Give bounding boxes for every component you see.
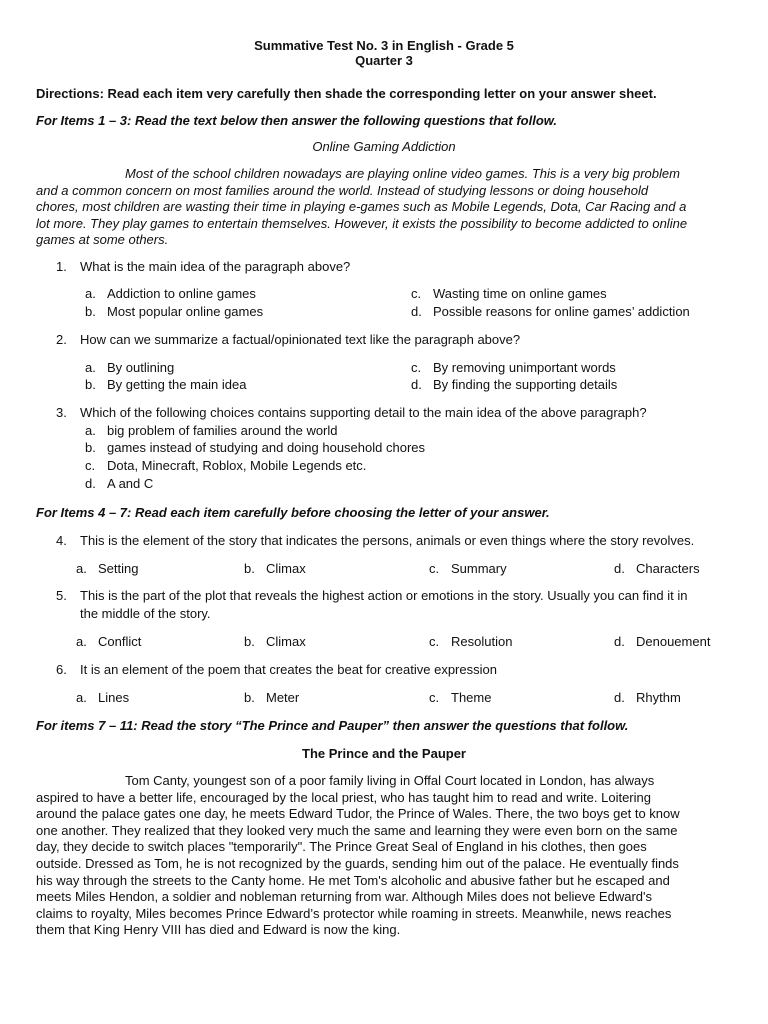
option-letter: b. bbox=[244, 561, 255, 576]
option-text: Addiction to online games bbox=[107, 286, 256, 301]
option-text: Summary bbox=[451, 561, 507, 576]
option-letter: b. bbox=[85, 440, 96, 455]
option-letter: d. bbox=[411, 304, 422, 319]
option-text: Characters bbox=[636, 561, 700, 576]
question-5 bbox=[56, 588, 687, 603]
story-line: his way through the streets to the Canty home. He met Tom's alcoholic and abusive father but he escaped and bbox=[36, 872, 670, 888]
story-line: day, they decide to switch places "temporarily". The Prince Great Seal of England in his clothes, then goes bbox=[36, 839, 647, 855]
question-number: 5. bbox=[56, 588, 67, 603]
q4-option-a[interactable] bbox=[76, 561, 138, 576]
story-text bbox=[36, 773, 736, 939]
option-letter: b. bbox=[244, 634, 255, 649]
quarter-label: Quarter 3 bbox=[355, 53, 413, 68]
option-letter: b. bbox=[244, 690, 255, 705]
option-letter: c. bbox=[85, 458, 96, 473]
question-text: This is the part of the plot that reveals the highest action or emotions in the story. Usually you can find it in bbox=[80, 588, 688, 603]
option-text: Dota, Minecraft, Roblox, Mobile Legends etc. bbox=[107, 458, 367, 473]
q6-option-d[interactable] bbox=[614, 690, 681, 705]
story-name: “The Prince and Pauper” bbox=[235, 718, 390, 733]
q1-option-a[interactable] bbox=[85, 286, 256, 301]
q2-option-a[interactable] bbox=[85, 360, 174, 375]
test-title: Summative Test No. 3 in English - Grade 5 bbox=[254, 38, 514, 53]
option-text: Denouement bbox=[636, 634, 711, 649]
option-letter: c. bbox=[429, 561, 440, 576]
q1-option-b[interactable] bbox=[85, 304, 263, 319]
story-line: them that King Henry VIII has died and Edward is now the king. bbox=[36, 922, 401, 938]
option-letter: a. bbox=[76, 561, 87, 576]
option-text: Rhythm bbox=[636, 690, 681, 705]
q6-option-b[interactable] bbox=[244, 690, 299, 705]
passage-line: chores, most children are wasting their time in playing e-games such as Mobile Legends, Dota, Car Racing and a bbox=[36, 199, 687, 215]
option-text: Climax bbox=[266, 561, 306, 576]
q3-option-d[interactable] bbox=[85, 476, 153, 491]
question-number: 1. bbox=[56, 259, 67, 274]
story-line: one another. They realized that they looked very much the same and learning they were even born on the same bbox=[36, 822, 678, 838]
q5-option-b[interactable] bbox=[244, 634, 306, 649]
directions: Directions: Read each item very carefully then shade the corresponding letter on your answer sheet. bbox=[36, 86, 657, 101]
passage-line: and a common concern on most families around the world. Instead of studying lessons or doing household bbox=[36, 182, 649, 198]
q3-option-b[interactable] bbox=[85, 440, 425, 455]
question-text: It is an element of the poem that creates the beat for creative expression bbox=[80, 662, 497, 677]
q3-option-c[interactable] bbox=[85, 458, 366, 473]
question-number: 4. bbox=[56, 533, 67, 548]
option-text: Possible reasons for online games’ addiction bbox=[433, 304, 690, 319]
option-letter: d. bbox=[411, 377, 422, 392]
question-6 bbox=[56, 662, 497, 677]
q2-option-c[interactable] bbox=[411, 360, 616, 375]
section1-instruction: For Items 1 – 3: Read the text below then answer the following questions that follow. bbox=[36, 113, 558, 128]
option-letter: c. bbox=[429, 690, 440, 705]
option-text: games instead of studying and doing household chores bbox=[107, 440, 425, 455]
story-line: meets Miles Hendon, a soldier and nobleman returning from war. Although Miles does not believe Edward's bbox=[36, 889, 652, 905]
question-number: 2. bbox=[56, 332, 67, 347]
q3-option-a[interactable] bbox=[85, 423, 338, 438]
option-letter: a. bbox=[76, 690, 87, 705]
question-text: How can we summarize a factual/opinionated text like the paragraph above? bbox=[80, 332, 521, 347]
option-letter: c. bbox=[429, 634, 440, 649]
question-text: This is the element of the story that indicates the persons, animals or even things where the story revolves. bbox=[80, 533, 695, 548]
option-text: By finding the supporting details bbox=[433, 377, 618, 392]
option-text: By getting the main idea bbox=[107, 377, 247, 392]
q4-option-b[interactable] bbox=[244, 561, 306, 576]
passage-line: lot more. They play games to entertain themselves. However, it exists the possibility to become addicted to online bbox=[36, 215, 688, 231]
q4-option-d[interactable] bbox=[614, 561, 700, 576]
option-letter: d. bbox=[614, 634, 625, 649]
q5-option-c[interactable] bbox=[429, 634, 512, 649]
option-text: Most popular online games bbox=[107, 304, 264, 319]
option-text: Conflict bbox=[98, 634, 142, 649]
option-text: Lines bbox=[98, 690, 130, 705]
instruction-text: then answer the questions that follow. bbox=[389, 718, 629, 733]
passage-line: games at some others. bbox=[36, 232, 169, 248]
option-text: Climax bbox=[266, 634, 306, 649]
option-letter: a. bbox=[76, 634, 87, 649]
question-number: 6. bbox=[56, 662, 67, 677]
option-letter: d. bbox=[614, 690, 625, 705]
question-text: What is the main idea of the paragraph above? bbox=[80, 259, 351, 274]
option-letter: c. bbox=[411, 286, 422, 301]
question-text: Which of the following choices contains supporting detail to the main idea of the above paragraph? bbox=[80, 405, 647, 420]
instruction-text: For items 7 – 11: Read the story bbox=[36, 718, 236, 733]
option-text: By removing unimportant words bbox=[433, 360, 616, 375]
q2-option-d[interactable] bbox=[411, 377, 617, 392]
option-letter: a. bbox=[85, 423, 96, 438]
option-letter: b. bbox=[85, 304, 96, 319]
question-3 bbox=[56, 405, 647, 420]
option-text: A and C bbox=[107, 476, 154, 491]
question-5-continued: the middle of the story. bbox=[80, 606, 211, 621]
q6-option-a[interactable] bbox=[76, 690, 129, 705]
question-4 bbox=[56, 533, 694, 548]
q1-option-c[interactable] bbox=[411, 286, 607, 301]
option-text: Theme bbox=[451, 690, 492, 705]
q1-option-d[interactable] bbox=[411, 304, 690, 319]
story-line: Tom Canty, youngest son of a poor family living in Offal Court located in London, has always bbox=[125, 773, 655, 788]
option-text: big problem of families around the world bbox=[107, 423, 338, 438]
option-letter: b. bbox=[85, 377, 96, 392]
q6-option-c[interactable] bbox=[429, 690, 491, 705]
q2-option-b[interactable] bbox=[85, 377, 246, 392]
question-1 bbox=[56, 259, 350, 274]
question-2 bbox=[56, 332, 520, 347]
section3-instruction bbox=[36, 718, 628, 733]
option-letter: c. bbox=[411, 360, 422, 375]
passage-title: Online Gaming Addiction bbox=[312, 139, 456, 154]
option-text: Wasting time on online games bbox=[433, 286, 607, 301]
story-line: claims to royalty, Miles becomes Prince Edward’s protector while roaming in streets. Meanwhile, news reaches bbox=[36, 905, 672, 921]
question-number: 3. bbox=[56, 405, 67, 420]
q4-option-c[interactable] bbox=[429, 561, 507, 576]
option-text: Resolution bbox=[451, 634, 513, 649]
story-line: around the palace gates one day, he meets Edward Tudor, the Prince of Wales. There, the two boys get to know bbox=[36, 806, 680, 822]
story-line: aspired to have a better life, encouraged by the local priest, who has taught him to read and write. Loitering bbox=[36, 789, 651, 805]
option-letter: a. bbox=[85, 286, 96, 301]
section2-instruction: For Items 4 – 7: Read each item carefully before choosing the letter of your answer. bbox=[36, 505, 550, 520]
option-text: Setting bbox=[98, 561, 139, 576]
q5-option-d[interactable] bbox=[614, 634, 710, 649]
option-letter: d. bbox=[614, 561, 625, 576]
option-letter: d. bbox=[85, 476, 96, 491]
passage-text bbox=[36, 166, 736, 249]
q5-option-a[interactable] bbox=[76, 634, 141, 649]
option-letter: a. bbox=[85, 360, 96, 375]
story-title: The Prince and the Pauper bbox=[302, 746, 466, 761]
option-text: By outlining bbox=[107, 360, 175, 375]
passage-line: Most of the school children nowadays are playing online video games. This is a very big problem bbox=[125, 166, 680, 181]
story-line: outside. Dressed as Tom, he is not recognized by the guards, sending him out of the palace. He eventually finds bbox=[36, 855, 679, 871]
option-text: Meter bbox=[266, 690, 300, 705]
